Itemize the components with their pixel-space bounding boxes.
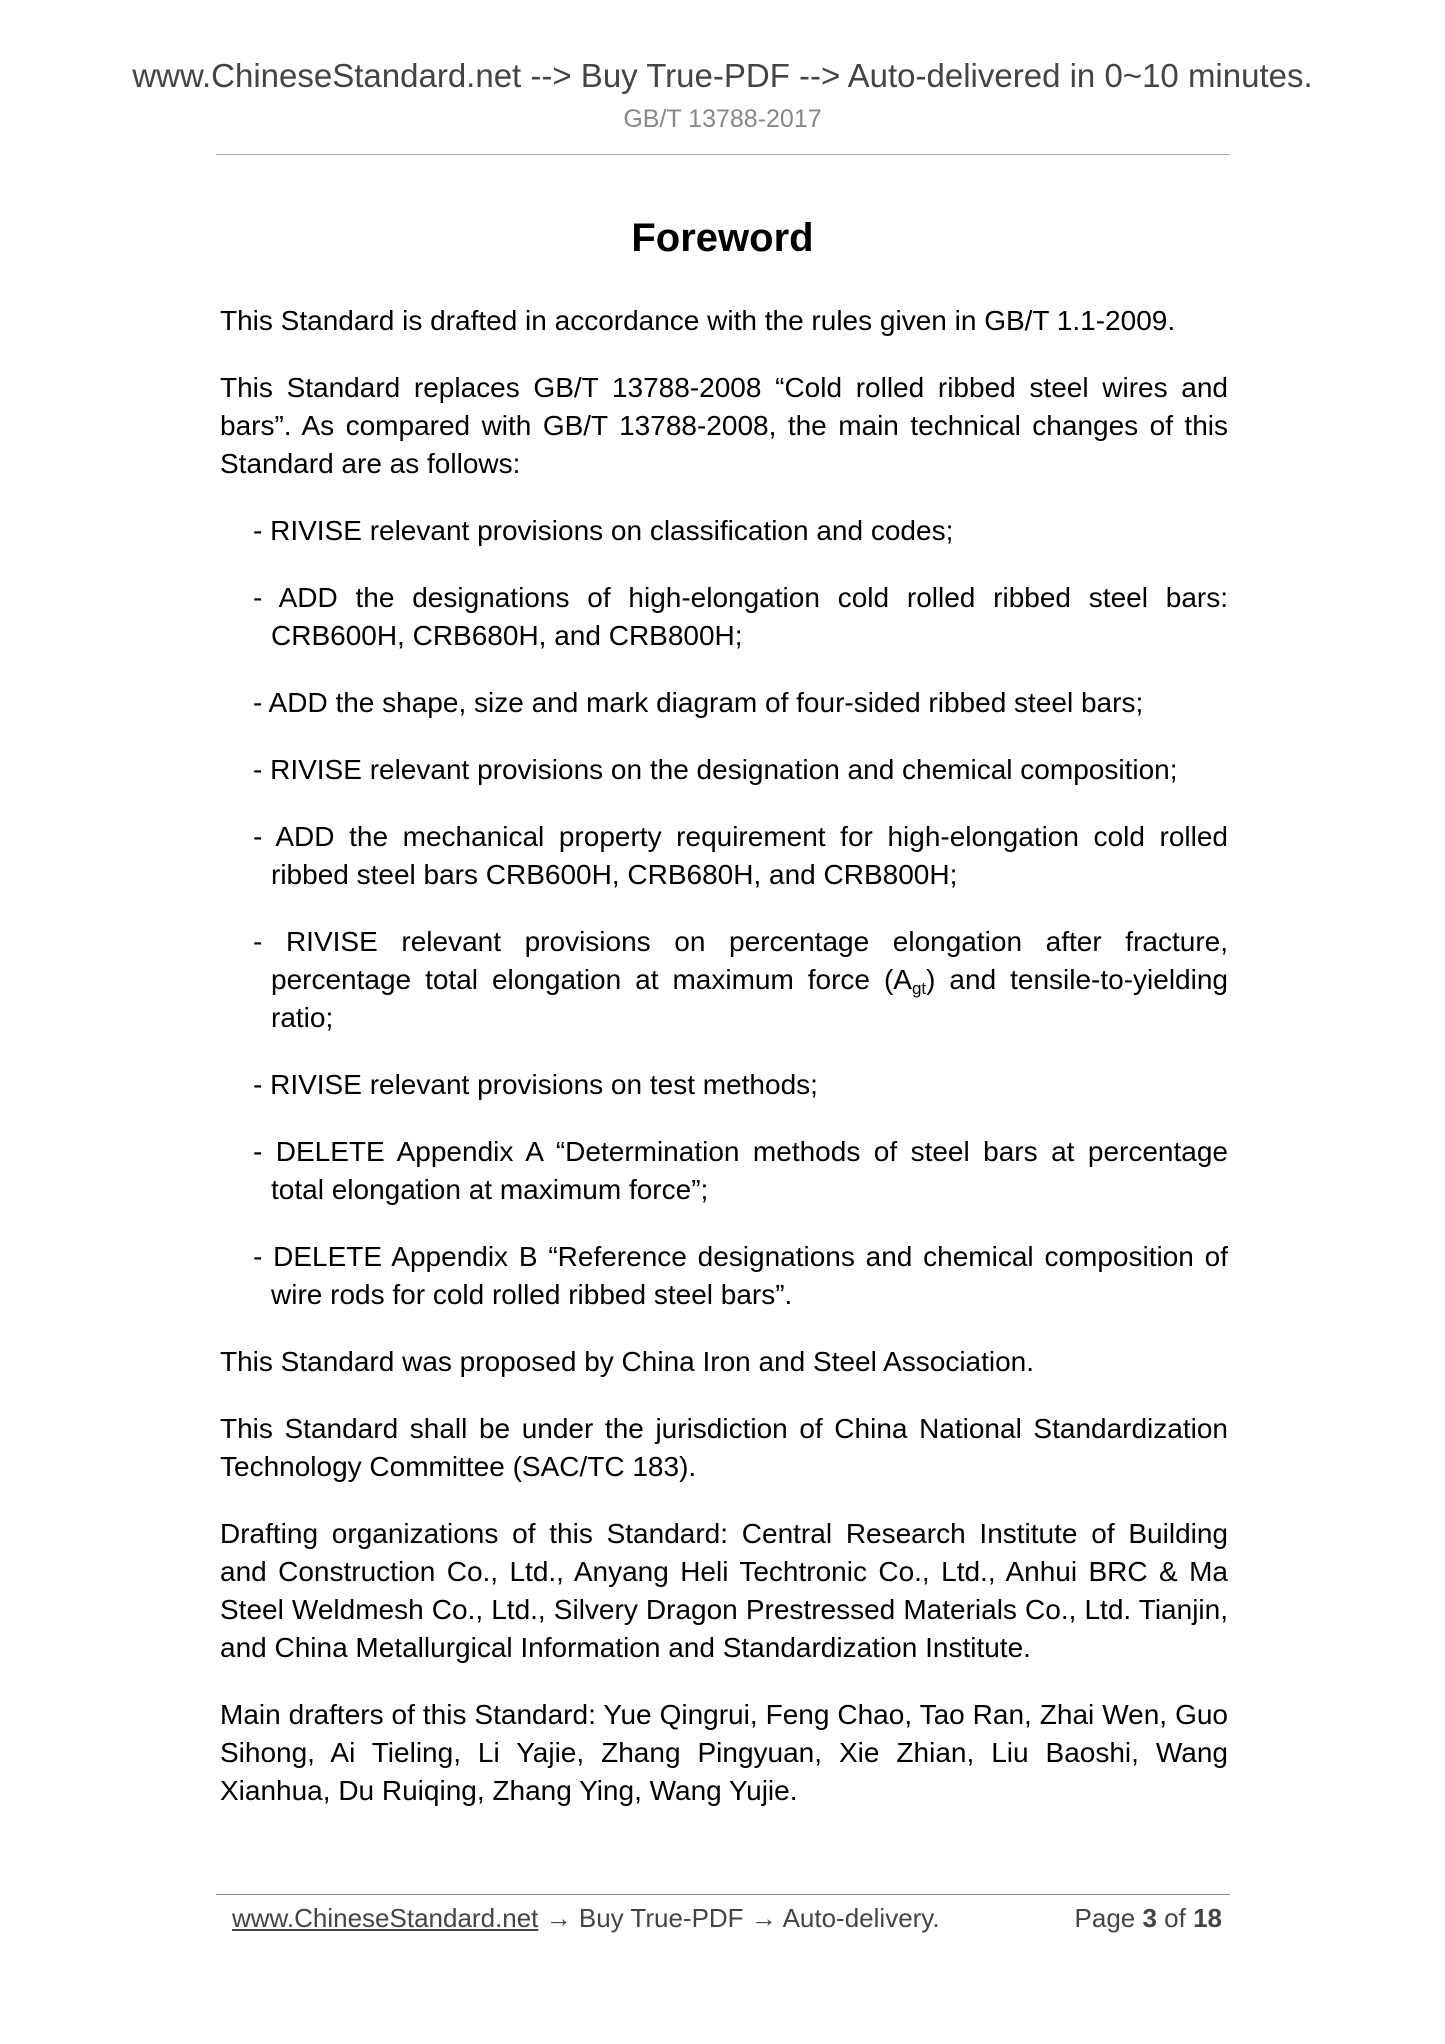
change-item: - RIVISE relevant provisions on the designation and chemical composition;: [253, 754, 1178, 785]
footer-site-link[interactable]: www.ChineseStandard.net: [232, 1903, 539, 1933]
header-divider: [216, 154, 1230, 155]
paragraph-drafting-rules: This Standard is drafted in accordance with the rules given in GB/T 1.1-2009.: [220, 305, 1176, 336]
change-item: - ADD the shape, size and mark diagram of four-sided ribbed steel bars;: [253, 687, 1144, 718]
page-current: 3: [1142, 1903, 1157, 1933]
subscript-gt: gt: [911, 979, 927, 998]
change-item-text: ) and tensile-to-yielding ratio;: [271, 964, 1228, 1033]
changes-list: [220, 512, 1228, 1314]
paragraph-drafting-organizations: Drafting organizations of this Standard: Central Research Institute of Building and Construction Co., Ltd., Anyang Heli Techtronic Co., Ltd., Anhui BRC & Ma Steel Weldmesh Co., Ltd., Silvery Dragon Prestressed Materials Co., Ltd. Tianjin, and China Metallurgical Information and Standardization Institute.: [220, 1518, 1228, 1663]
page-number: [1075, 1898, 1222, 1938]
page-title: Foreword: [631, 216, 814, 260]
paragraph-proposed-by: This Standard was proposed by China Iron and Steel Association.: [220, 1346, 1035, 1377]
document-body: [220, 302, 1228, 1839]
change-item-text: - RIVISE relevant provisions on percentage elongation after fracture, percentage total elongation at maximum force (A: [253, 926, 1228, 995]
footer-divider: [216, 1894, 1230, 1895]
footer-tagline: → Buy True-PDF → Auto-delivery.: [538, 1903, 940, 1933]
header-banner: www.ChineseStandard.net --> Buy True-PDF --> Auto-delivered in 0~10 minutes.: [132, 57, 1313, 94]
paragraph-replaces: This Standard replaces GB/T 13788-2008 “Cold rolled ribbed steel wires and bars”. As compared with GB/T 13788-2008, the main technical changes of this Standard are as follows:: [220, 372, 1228, 479]
paragraph-jurisdiction: This Standard shall be under the jurisdiction of China National Standardization Technology Committee (SAC/TC 183).: [220, 1413, 1228, 1482]
header-standard-code: GB/T 13788-2017: [623, 105, 822, 133]
change-item: [253, 923, 1228, 1037]
page-mid: of: [1156, 1903, 1194, 1933]
page-prefix: Page: [1074, 1903, 1143, 1933]
change-item: - ADD the mechanical property requirement for high-elongation cold rolled ribbed steel bars CRB600H, CRB680H, and CRB800H;: [253, 821, 1228, 890]
change-item: - DELETE Appendix B “Reference designations and chemical composition of wire rods for cold rolled ribbed steel bars”.: [253, 1241, 1228, 1310]
paragraph-main-drafters: Main drafters of this Standard: Yue Qingrui, Feng Chao, Tao Ran, Zhai Wen, Guo Sihong, Ai Tieling, Li Yajie, Zhang Pingyuan, Xie Zhian, Liu Baoshi, Wang Xianhua, Du Ruiqing, Zhang Ying, Wang Yujie.: [220, 1699, 1228, 1806]
change-item: - ADD the designations of high-elongation cold rolled ribbed steel bars: CRB600H, CRB680H, and CRB800H;: [253, 582, 1228, 651]
footer: [232, 1898, 1222, 1938]
change-item: - RIVISE relevant provisions on classification and codes;: [253, 515, 954, 546]
change-item: - RIVISE relevant provisions on test methods;: [253, 1069, 818, 1100]
change-item: - DELETE Appendix A “Determination methods of steel bars at percentage total elongation at maximum force”;: [253, 1136, 1228, 1205]
page-total: 18: [1193, 1903, 1222, 1933]
